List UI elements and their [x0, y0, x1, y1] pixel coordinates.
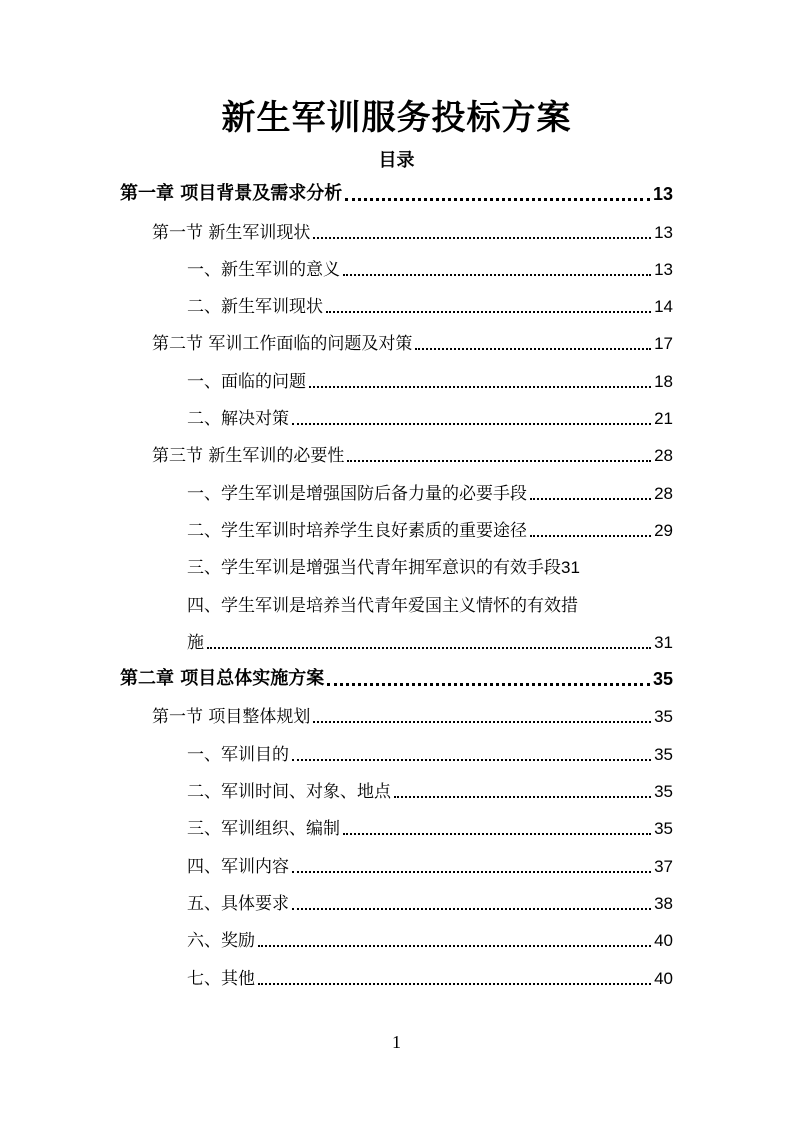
toc-dot-leader [347, 460, 651, 462]
toc-dot-leader [309, 386, 651, 388]
toc-entry-label: 第一章 项目背景及需求分析 [120, 183, 343, 205]
toc-entry-label: 一、军训目的 [187, 744, 289, 765]
toc-item-1-1-2[interactable] [120, 286, 673, 323]
toc-entry-page: 13 [654, 259, 673, 279]
toc-entry-page: 35 [654, 782, 673, 802]
toc-entry-page: 13 [654, 222, 673, 242]
toc-item-1-1-1[interactable] [120, 249, 673, 286]
toc-entry-label: 一、学生军训是增强国防后备力量的必要手段 [187, 483, 527, 504]
toc-entry-page: 35 [654, 819, 673, 839]
toc-entry-page: 17 [654, 334, 673, 354]
toc-section-1-3[interactable] [120, 435, 673, 472]
toc-entry-label: 第二节 军训工作面临的问题及对策 [152, 334, 413, 355]
toc-section-1-1[interactable] [120, 211, 673, 248]
toc-dot-leader [313, 237, 651, 239]
toc-dot-leader [292, 423, 651, 425]
toc-dot-leader [415, 348, 651, 350]
toc-dot-leader [394, 796, 651, 798]
toc-chapter-2[interactable] [120, 659, 673, 696]
toc-item-2-1-3[interactable] [120, 808, 673, 845]
toc-dot-leader [343, 274, 651, 276]
toc-item-2-1-2[interactable] [120, 771, 673, 808]
toc-entry-page: 29 [654, 520, 673, 540]
toc-dot-leader [292, 759, 651, 761]
toc-entry-label: 二、学生军训时培养学生良好素质的重要途径 [187, 520, 527, 541]
toc-entry-page: 14 [654, 297, 673, 317]
toc-entry-label: 第三节 新生军训的必要性 [152, 446, 345, 467]
toc-entry-page: 35 [654, 707, 673, 727]
toc-entry-page: 38 [654, 893, 673, 913]
toc-entry-page: 37 [654, 856, 673, 876]
toc-entry-label: 第二章 项目总体实施方案 [120, 668, 325, 690]
page-number: 1 [392, 1032, 401, 1052]
toc-dot-leader [530, 498, 651, 500]
toc-entry-page: 28 [654, 446, 673, 466]
toc-entry-page: 21 [654, 409, 673, 429]
toc-entry-label: 二、新生军训现状 [187, 297, 323, 318]
toc-entry-label-continued: 施 [187, 632, 204, 653]
toc-item-2-1-4[interactable] [120, 845, 673, 882]
toc-item-1-3-4[interactable] [120, 584, 673, 621]
toc-entry-label: 四、学生军训是培养当代青年爱国主义情怀的有效措 [187, 595, 578, 616]
toc-entry-label: 六、奖励 [187, 931, 255, 952]
toc-item-1-3-1[interactable] [120, 472, 673, 509]
toc-dot-leader [292, 908, 651, 910]
toc-entry-page: 31 [654, 632, 673, 652]
toc-entry-label: 一、面临的问题 [187, 371, 306, 392]
toc-chapter-1[interactable] [120, 174, 673, 211]
toc-entry-label: 三、军训组织、编制 [187, 819, 340, 840]
toc-dot-leader [258, 983, 651, 985]
toc-entry-page: 28 [654, 483, 673, 503]
toc-dot-leader [258, 945, 651, 947]
toc-entry-page: 40 [654, 931, 673, 951]
document-title: 新生军训服务投标方案 [221, 98, 572, 138]
toc-dot-leader [343, 833, 651, 835]
toc-item-2-1-7[interactable] [120, 957, 673, 994]
toc-dot-leader [345, 198, 650, 201]
toc-entry-label: 二、军训时间、对象、地点 [187, 782, 391, 803]
toc-item-2-1-5[interactable] [120, 883, 673, 920]
toc-dot-leader [326, 311, 651, 313]
toc-entry-label: 七、其他 [187, 968, 255, 989]
toc-heading: 目录 [378, 150, 415, 171]
toc-item-2-1-1[interactable] [120, 733, 673, 770]
table-of-contents [120, 174, 673, 995]
toc-item-1-3-3[interactable] [120, 547, 673, 584]
toc-entry-page: 35 [654, 744, 673, 764]
toc-item-1-3-2[interactable] [120, 510, 673, 547]
toc-item-2-1-6[interactable] [120, 920, 673, 957]
toc-entry-page: 31 [561, 558, 580, 578]
toc-dot-leader [327, 683, 650, 686]
toc-section-1-2[interactable] [120, 323, 673, 360]
toc-dot-leader [207, 647, 651, 649]
toc-entry-label: 三、学生军训是增强当代青年拥军意识的有效手段 [187, 558, 561, 579]
toc-item-1-2-2[interactable] [120, 398, 673, 435]
toc-entry-page: 35 [652, 669, 673, 690]
toc-entry-page: 13 [652, 184, 673, 205]
toc-entry-label: 第一节 新生军训现状 [152, 222, 311, 243]
toc-dot-leader [313, 721, 651, 723]
toc-entry-label: 四、军训内容 [187, 856, 289, 877]
toc-entry-label: 第一节 项目整体规划 [152, 707, 311, 728]
toc-section-2-1[interactable] [120, 696, 673, 733]
toc-entry-label: 五、具体要求 [187, 893, 289, 914]
toc-entry-label: 二、解决对策 [187, 409, 289, 430]
toc-entry-page: 18 [654, 371, 673, 391]
toc-item-1-2-1[interactable] [120, 360, 673, 397]
toc-entry-page: 40 [654, 968, 673, 988]
toc-entry-label: 一、新生军训的意义 [187, 259, 340, 280]
toc-item-1-3-4-continued[interactable] [120, 622, 673, 659]
toc-dot-leader [292, 871, 651, 873]
toc-dot-leader [530, 535, 651, 537]
